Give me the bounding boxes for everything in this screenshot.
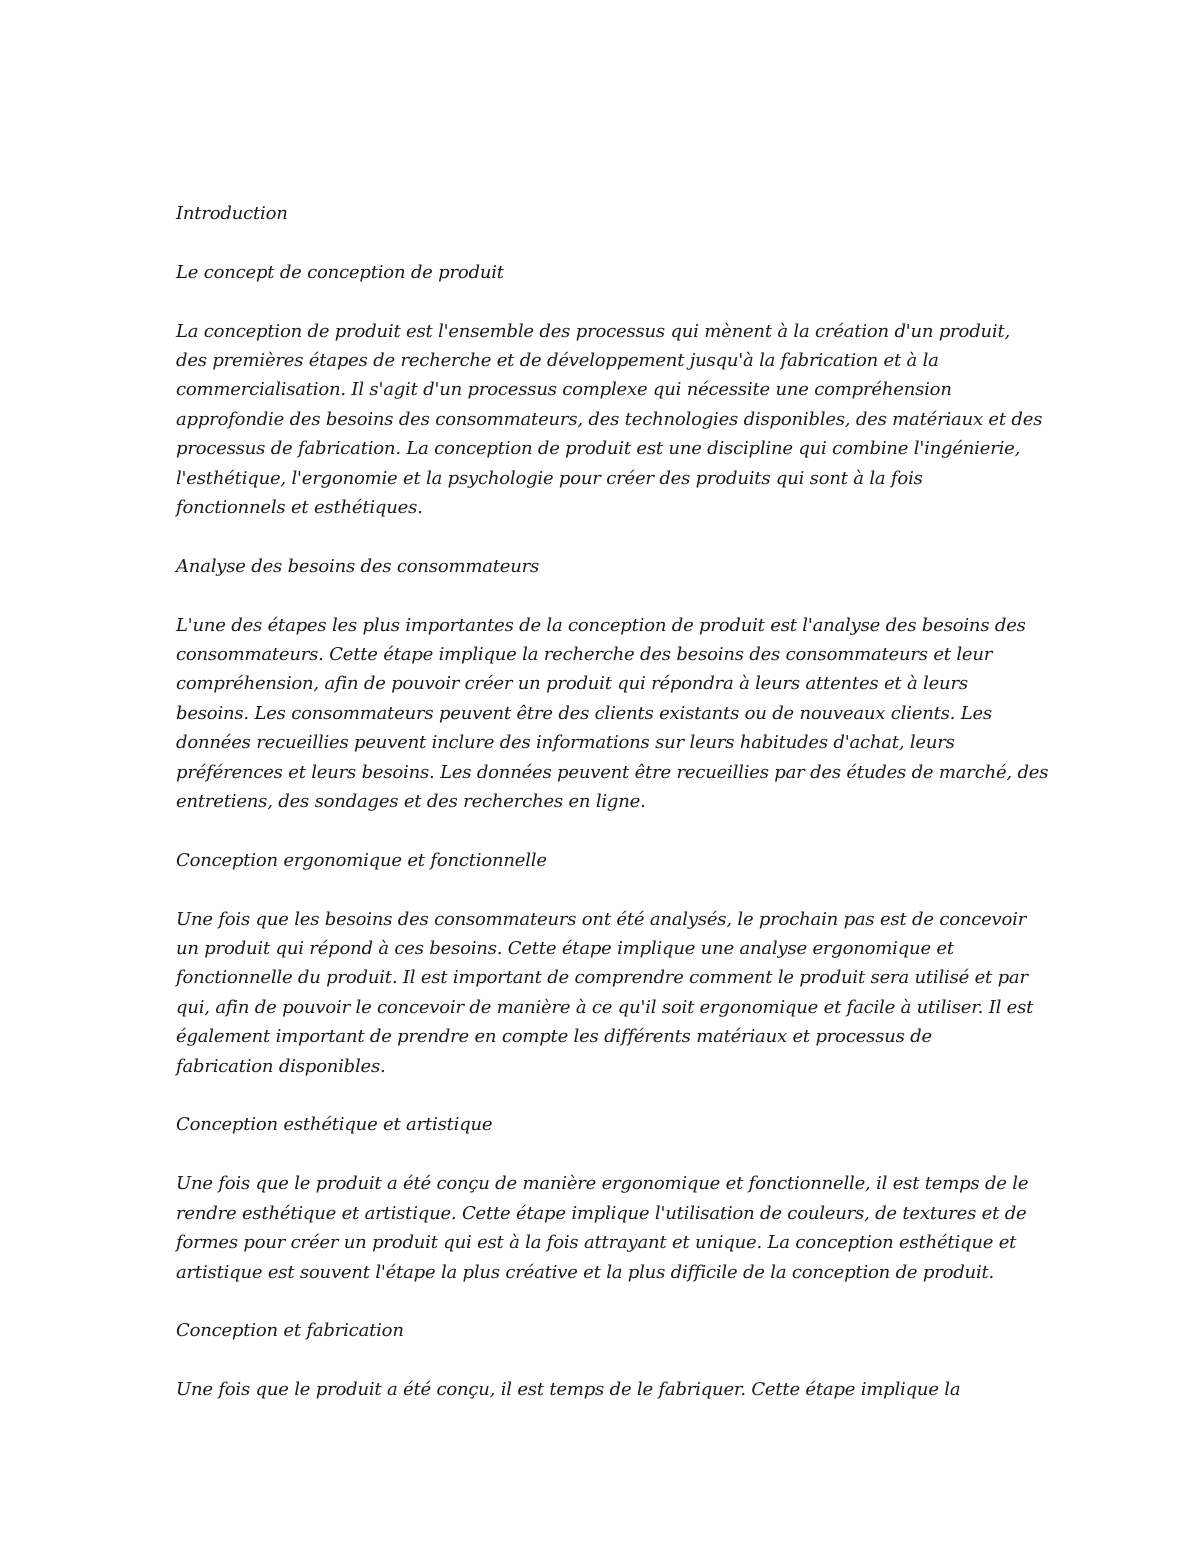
paragraph-line: entretiens, des sondages et des recherches en ligne.	[176, 791, 646, 813]
paragraph-line: fabrication disponibles.	[176, 1055, 386, 1077]
section-heading	[176, 199, 1036, 228]
paragraph-line: formes pour créer un produit qui est à la fois attrayant et unique. La conception esthétique et	[176, 1232, 1017, 1254]
paragraph-line: compréhension, afin de pouvoir créer un produit qui répondra à leurs attentes et à leurs	[176, 673, 968, 695]
paragraph-line: fonctionnelle du produit. Il est important de comprendre comment le produit sera utilisé et par	[176, 967, 1028, 989]
paragraph-line: Une fois que le produit a été conçu de manière ergonomique et fonctionnelle, il est temps de le	[176, 1173, 1029, 1195]
body-paragraph	[176, 905, 1036, 1081]
paragraph-line: fonctionnels et esthétiques.	[176, 497, 423, 519]
section-heading	[176, 552, 1036, 581]
paragraph-line: rendre esthétique et artistique. Cette étape implique l'utilisation de couleurs, de textures et de	[176, 1202, 1027, 1224]
section-heading	[176, 1110, 1036, 1139]
document-body	[176, 199, 1049, 1434]
paragraph-line: La conception de produit est l'ensemble des processus qui mènent à la création d'un produit,	[176, 320, 1011, 342]
paragraph-line: approfondie des besoins des consommateurs, des technologies disponibles, des matériaux et des	[176, 408, 1043, 430]
heading-text: Le concept de conception de produit	[176, 261, 504, 283]
section-heading	[176, 1316, 1036, 1345]
paragraph-line: Une fois que les besoins des consommateurs ont été analysés, le prochain pas est de concevoir	[176, 908, 1027, 930]
paragraph-line: Une fois que le produit a été conçu, il est temps de le fabriquer. Cette étape implique la	[176, 1379, 961, 1401]
section-heading	[176, 846, 1036, 875]
paragraph-line: artistique est souvent l'étape la plus créative et la plus difficile de la conception de produit.	[176, 1261, 995, 1283]
body-paragraph	[176, 1169, 1036, 1287]
body-paragraph	[176, 1375, 1036, 1404]
paragraph-line: commercialisation. Il s'agit d'un processus complexe qui nécessite une compréhension	[176, 379, 952, 401]
paragraph-line: des premières étapes de recherche et de développement jusqu'à la fabrication et à la	[176, 350, 939, 371]
body-paragraph	[176, 611, 1049, 817]
paragraph-line: un produit qui répond à ces besoins. Cette étape implique une analyse ergonomique et	[176, 938, 954, 960]
heading-text: Conception et fabrication	[176, 1320, 404, 1342]
paragraph-line: préférences et leurs besoins. Les données peuvent être recueillies par des études de marché, des	[176, 761, 1049, 783]
heading-text: Analyse des besoins des consommateurs	[176, 555, 540, 577]
section-heading	[176, 258, 1036, 287]
paragraph-line: l'esthétique, l'ergonomie et la psychologie pour créer des produits qui sont à la fois	[176, 467, 923, 489]
body-paragraph	[176, 317, 1043, 523]
heading-text: Conception esthétique et artistique	[176, 1114, 493, 1136]
paragraph-line: processus de fabrication. La conception de produit est une discipline qui combine l'ingénierie,	[176, 438, 1021, 460]
paragraph-line: consommateurs. Cette étape implique la recherche des besoins des consommateurs et leur	[176, 644, 993, 666]
paragraph-line: L'une des étapes les plus importantes de la conception de produit est l'analyse des besoins des	[176, 614, 1026, 636]
paragraph-line: également important de prendre en compte les différents matériaux et processus de	[176, 1026, 932, 1048]
paragraph-line: besoins. Les consommateurs peuvent être des clients existants ou de nouveaux clients. Les	[176, 702, 992, 724]
heading-text: Introduction	[176, 203, 288, 224]
heading-text: Conception ergonomique et fonctionnelle	[176, 849, 547, 871]
paragraph-line: qui, afin de pouvoir le concevoir de manière à ce qu'il soit ergonomique et facile à utiliser. Il est	[176, 996, 1034, 1018]
paragraph-line: données recueillies peuvent inclure des informations sur leurs habitudes d'achat, leurs	[176, 732, 955, 754]
